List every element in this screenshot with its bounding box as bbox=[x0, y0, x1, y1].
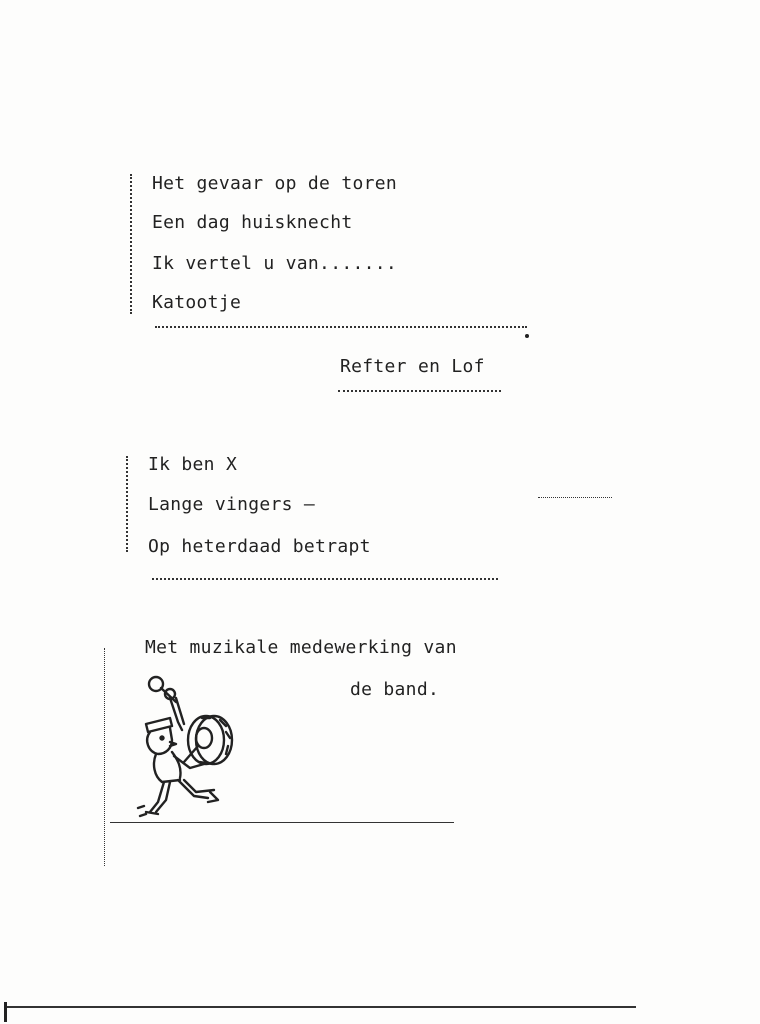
program-item-1: Het gevaar op de toren bbox=[152, 173, 398, 194]
interlude-underline bbox=[338, 390, 501, 392]
program-item-5: Ik ben X bbox=[148, 454, 238, 475]
stray-mark-right bbox=[538, 497, 612, 498]
music-credit-line2: de band. bbox=[350, 679, 440, 700]
block2-margin-mark bbox=[126, 456, 128, 552]
block3-margin-mark bbox=[104, 648, 105, 866]
block2-divider bbox=[152, 578, 498, 580]
interlude-title: Refter en Lof bbox=[340, 356, 485, 377]
divider-dot bbox=[525, 334, 529, 338]
program-item-6: Lange vingers — bbox=[148, 494, 316, 515]
drummer-illustration bbox=[134, 672, 254, 824]
program-item-2: Een dag huisknecht bbox=[152, 212, 353, 233]
page-bottom-rule bbox=[6, 1006, 636, 1008]
block1-divider bbox=[155, 326, 527, 328]
baseline-rule bbox=[110, 822, 454, 823]
program-item-7: Op heterdaad betrapt bbox=[148, 536, 371, 557]
program-item-3: Ik vertel u van....... bbox=[152, 253, 398, 274]
block1-margin-mark bbox=[130, 174, 132, 314]
left-edge-mark bbox=[4, 1002, 7, 1022]
program-item-4: Katootje bbox=[152, 292, 242, 313]
music-credit-line1: Met muzikale medewerking van bbox=[145, 637, 457, 658]
